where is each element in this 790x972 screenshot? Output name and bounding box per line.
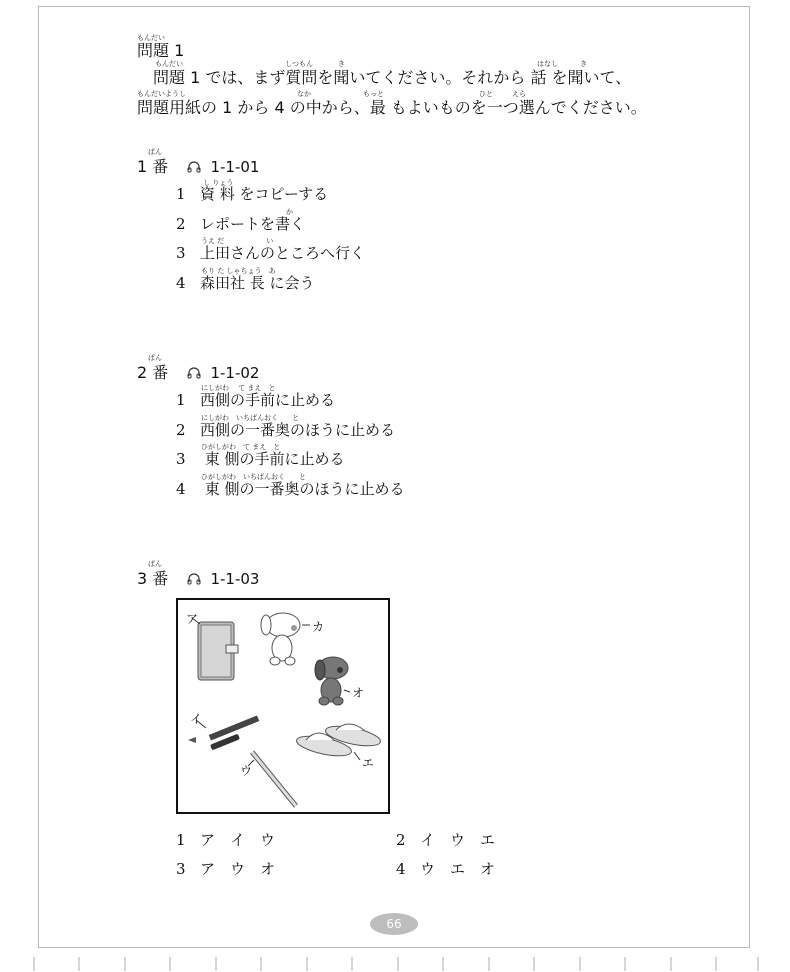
label-i: イ bbox=[190, 712, 203, 726]
q3-number-ruby: ばん bbox=[148, 560, 162, 568]
instruction-line-2: 問題用紙の 1 から 4 の中から、最 もよいものを一つ選んでください。 bbox=[137, 98, 647, 117]
q2-opt2-ruby: にしがわ いちばんおく と bbox=[201, 414, 299, 422]
section-title: 問題 1 bbox=[137, 41, 185, 60]
instruction-ruby-6: もんだいようし bbox=[137, 90, 186, 98]
instruction-ruby-7: なか bbox=[297, 90, 311, 98]
headphones-icon[interactable] bbox=[187, 364, 201, 383]
q1-option-2[interactable]: 2 レポートを書く bbox=[176, 215, 306, 233]
page-number: 66 bbox=[370, 913, 418, 935]
q3-header bbox=[137, 566, 259, 589]
section-title-ruby: もんだい bbox=[137, 34, 165, 42]
q1-opt2-ruby: か bbox=[286, 208, 293, 216]
q3-choice-4[interactable]: 4 ウ エ オ bbox=[396, 860, 496, 878]
instruction-ruby-5: き bbox=[580, 60, 587, 68]
instruction-line-1: 問題 1 では、まず質問を聞いてください。それから 話 を聞いて、 bbox=[153, 68, 632, 87]
q1-option-3[interactable]: 3 上田さんのところへ行く bbox=[176, 244, 366, 262]
label-ka: カ bbox=[312, 620, 325, 634]
instruction-ruby-9: ひと bbox=[479, 90, 493, 98]
instruction-ruby-4: はなし bbox=[537, 60, 558, 68]
q2-option-2[interactable]: 2 西側の一番奥のほうに止める bbox=[176, 421, 396, 439]
q3-choice-2[interactable]: 2 イ ウ エ bbox=[396, 831, 496, 849]
q2-number: 2 番 bbox=[137, 363, 169, 382]
q1-opt1-ruby: し りょう bbox=[203, 179, 234, 187]
label-o: オ bbox=[352, 686, 365, 700]
q2-track: 1-1-02 bbox=[210, 364, 260, 382]
q1-opt4-ruby: もり た しゃちょう あ bbox=[201, 267, 276, 275]
q3-number: 3 番 bbox=[137, 569, 169, 588]
q1-option-1[interactable]: 1 資 料 をコピーする bbox=[176, 185, 329, 203]
q3-choice-3[interactable]: 3 ア ウ オ bbox=[176, 860, 276, 878]
q1-track: 1-1-01 bbox=[210, 158, 260, 176]
q3-track: 1-1-03 bbox=[210, 570, 260, 588]
page-frame bbox=[38, 6, 750, 948]
q2-option-3[interactable]: 3 東 側の手前に止める bbox=[176, 450, 345, 468]
q1-header bbox=[137, 154, 259, 177]
instruction-ruby-10: えら bbox=[512, 90, 526, 98]
items-illustration bbox=[176, 598, 390, 814]
headphones-icon[interactable] bbox=[187, 158, 201, 177]
q1-number: 1 番 bbox=[137, 157, 169, 176]
q2-option-1[interactable]: 1 西側の手前に止める bbox=[176, 391, 336, 409]
q2-opt1-ruby: にしがわ て まえ と bbox=[201, 384, 276, 392]
page-ruler bbox=[0, 955, 790, 972]
q1-number-ruby: ばん bbox=[148, 148, 162, 156]
headphones-icon[interactable] bbox=[187, 570, 201, 589]
label-a: ア bbox=[186, 612, 199, 626]
q3-choice-1[interactable]: 1 ア イ ウ bbox=[176, 831, 276, 849]
instruction-ruby-2: しつもん bbox=[285, 60, 313, 68]
label-u: ウ bbox=[240, 764, 253, 778]
instruction-ruby-1: もんだい bbox=[155, 60, 183, 68]
q2-opt4-ruby: ひがしがわ いちばんおく と bbox=[201, 473, 306, 481]
instruction-ruby-3: き bbox=[338, 60, 345, 68]
q2-number-ruby: ばん bbox=[148, 354, 162, 362]
q1-opt3-ruby: うえ だ い bbox=[201, 237, 274, 245]
q2-opt3-ruby: ひがしがわ て まえ と bbox=[201, 443, 281, 451]
instruction-ruby-8: もっと bbox=[363, 90, 384, 98]
q2-header bbox=[137, 360, 259, 383]
q2-option-4[interactable]: 4 東 側の一番奥のほうに止める bbox=[176, 480, 405, 498]
label-e: エ bbox=[362, 756, 375, 770]
q1-option-4[interactable]: 4 森田社 長 に会う bbox=[176, 274, 315, 292]
